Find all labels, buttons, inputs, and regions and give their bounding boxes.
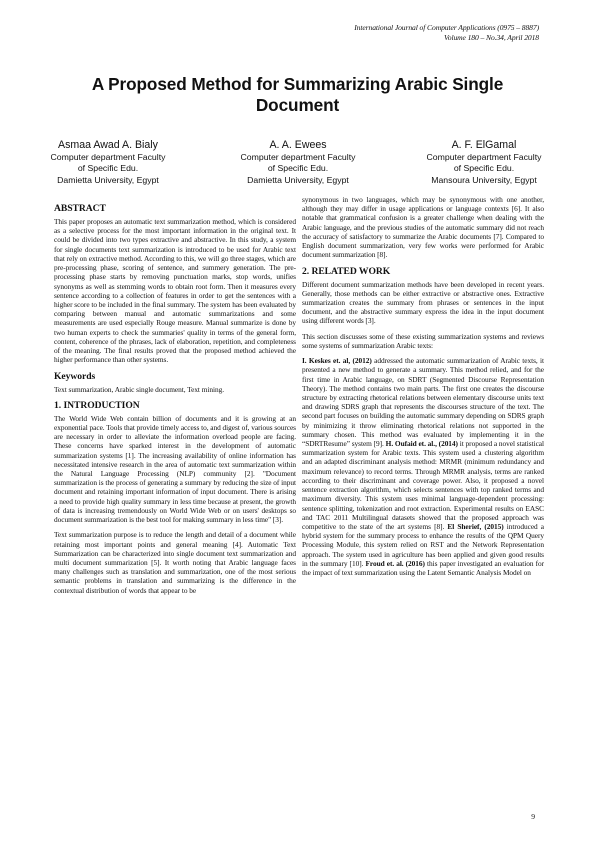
introduction-paragraph-1: The World Wide Web contain billion of documents and it is growing at an exponential pace. Tools that provide timely access to, and digest of, various sources are necessary in order to alleviate the information overload people are facing. These concerns have sparked interest in the development of automatic summarization systems [1]. The increasing availability of online information has necessitated intensive research in the area of automatic text summarization within the Natural Language Processing (NLP) community [2]. "Document summarization is the process of generating a summary by reducing the size of input document and retaining important information of input document. There is arising a need to provide high quality summary in less time because at present, the growth of data is increasing tremendously on World Wide Web or on users' desktops so document summarization is the best tool for making summary in less time" [3]. (54, 413, 296, 525)
author-department-2: of Specific Edu. (453, 163, 515, 174)
author-3 (394, 138, 574, 186)
title-line-1: A Proposed Method for Summarizing Arabic Single (91, 74, 504, 94)
journal-volume: Volume 180 – No.34, April 2018 (444, 32, 539, 42)
related-work-paragraph-1: Different document summarization methods have been developed in recent years. Generally, those methods can be either extractive or abstractive ones. Extractive summarization creates the summary from phrases or sentences in the input document, and the abstractive summary express the idea in the input document using different words [3]. (302, 279, 544, 326)
author-university: Damietta University, Egypt (57, 174, 159, 185)
author-university: Damietta University, Egypt (247, 174, 349, 185)
related-work-paragraph-2: This section discusses some of these existing summarization systems and reviews some systems of summarization Arabic texts: (302, 331, 544, 350)
journal-header (354, 23, 539, 43)
author-department: Computer department Faculty (240, 152, 356, 162)
author-2 (208, 138, 388, 186)
page-number: 9 (531, 812, 535, 821)
author-university: Mansoura University, Egypt (431, 174, 537, 185)
citation-el-sherief: El Sherief, (2015) (447, 522, 504, 531)
citation-keskes: I. Keskes et. al, (2012) (302, 356, 372, 366)
keskes-text: addressed the automatic summarization of Arabic texts, it presented a new method to generate a summary. This method relied, and for the first time in Arabic language, on SDRT (Segmented Discourse Representation Theory). The method contains two main parts. The first one creates the discourse structure by extracting rhetorical relations between elementary discourse units text and drawing SDRS graph that represents the discourses structure of the text. The second part focuses on building the automatic summary depending on SDRS graph by minimizing it throw eliminating rhetorical relations not supported in the summary chosen. This method was evaluated by implementing it in the “SDRTResume” system [9]. (302, 356, 544, 449)
abstract-heading: ABSTRACT (54, 203, 106, 214)
author-department: Computer department Faculty (426, 152, 542, 162)
author-name: A. A. Ewees (269, 139, 327, 151)
right-column (302, 195, 544, 583)
citation-oufaid: H. Oufaid et. al., (2014) (385, 439, 458, 449)
author-department: Computer department Faculty (50, 152, 166, 162)
introduction-paragraph-3: synonymous in two languages, which may be synonymous with one another, although they may differ in usage applications or language contexts [6]. It also notable that grammatical confusion is a greater challenge when dealing with the Arabic language, and the previous studies of the automatic summary did not reach the accuracy of satisfactory to summarize the Arabic documents [7]. Compared to English document summarization, very few works were performed for Arabic document summarization [8]. (302, 195, 544, 260)
author-name: A. F. ElGamal (451, 139, 517, 151)
related-work-paragraph-3 (302, 356, 544, 577)
journal-title: International Journal of Computer Applications (0975 – 8887) (354, 23, 539, 32)
author-department-2: of Specific Edu. (77, 163, 139, 174)
related-work-heading: 2. RELATED WORK (302, 265, 391, 277)
paper-title (60, 74, 535, 116)
left-column (54, 203, 296, 601)
author-1 (18, 138, 198, 186)
introduction-heading: 1. INTRODUCTION (54, 399, 140, 411)
title-line-2: Document (255, 95, 340, 115)
el-sherief-text: introduced a hybrid system for the summary process to enhance the results of the QPM Query Processing Module, this system relied on RST and the Network Representation approach. The system used in agriculture has been applied and given good results in the summary [10]. (302, 522, 544, 568)
introduction-paragraph-2: Text summarization purpose is to reduce the length and detail of a document while retaining most important points and general meaning [4]. Automatic Text Summarization can be characterized into single document text summarization and multi document summarization [5]. It worth noting that Arabic language faces many challenges such as translation and summarization, one of the most serious semantic problems in translation and summarizing is the difference in the contextual distribution of words that appear to be (54, 530, 296, 595)
citation-froud: Froud et. al. (2016) (365, 558, 425, 568)
abstract-text: This paper proposes an automatic text summarization method, which is considered as a selective process for the most important information in the original text. It could be divided into two types extractive and abstractive. In this study, a system for single documents text summarization is introduced to be used for Arabic text that rely on extractive method. According to this, we will go three stages, which are pre-processing phase, scoring of sentence, and summery generation. The pre-processing phase starts by removing punctuation marks, stop words, unifies synonyms as well as stemming words to obtain root form. Then it measures every sentence according to a collection of features in order to get the sentences with a higher score to be included in the final summary. The system has been evaluated by comparing between manual and automatic summarizations and some measurements are used especially Rouge measure. Manual summarize is done by two human experts to check the summaries' quality in terms of the general form, content, coherence of the phrases, lack of elaboration, repetition, and completeness of the meaning. The final results proved that the proposed method achieved the higher performance than other systems. (54, 217, 296, 365)
keywords-heading: Keywords (54, 370, 96, 382)
froud-text: this paper investigated an evaluation for the impact of text summarization using the Latent Semantic Analysis Model on (302, 558, 544, 578)
author-department-2: of Specific Edu. (267, 163, 329, 174)
keywords-text: Text summarization, Arabic single document, Text mining. (54, 384, 225, 394)
author-name: Asmaa Awad A. Bialy (58, 139, 158, 151)
oufaid-text: it proposed a novel statistical summarization system for Arabic texts. This system used a clustering algorithm and an adapted discriminant analysis method: MRMR (minimum redundancy and maximum relevance) to record terms. Through MRMR analysis, terms are ranked according to their discriminant and coverage power. Also, it proposed a novel sentence extraction algorithm, which selects sentences with top ranked terms and maximum diversity. This system uses minimal language-dependent processing: sentence splitting, tokenization and root extraction. Experimental results on EASC and TAC 2011 Multilingual datasets showed that the proposed approach was competitive to the state of the art systems [8]. (302, 439, 544, 531)
